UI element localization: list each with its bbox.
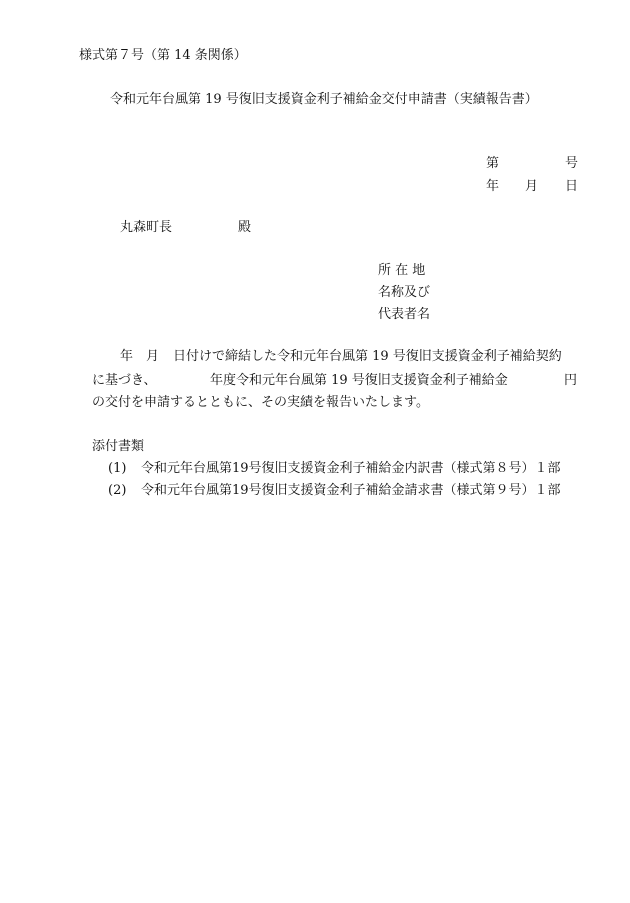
document-title: 令和元年台風第 19 号復旧支援資金利子補給金交付申請書（実績報告書） — [110, 92, 538, 107]
attachment-item-number: (2) — [108, 483, 127, 498]
date-year: 年 — [486, 179, 500, 194]
form-number: 様式第７号（第 14 条関係） — [79, 48, 247, 63]
applicant-rep-label: 代表者名 — [378, 307, 431, 322]
attachment-item-text: 令和元年台風第19号復旧支援資金利子補給金請求書（様式第９号）１部 — [141, 483, 561, 498]
body-month: 月 — [146, 349, 160, 364]
doc-no-suffix: 号 — [565, 156, 579, 171]
applicant-name-label: 名称及び — [378, 285, 431, 300]
date-day: 日 — [565, 179, 579, 194]
addressee-honorific: 殿 — [238, 220, 252, 235]
applicant-address-label: 所 在 地 — [378, 263, 426, 278]
doc-no-prefix: 第 — [486, 156, 500, 171]
body-year: 年 — [120, 349, 134, 364]
attachments-heading: 添付書類 — [92, 439, 145, 454]
addressee-name: 丸森町長 — [120, 220, 173, 235]
body-line2-prefix: に基づき、 — [92, 373, 157, 388]
body-line1-text: 日付けで締結した令和元年台風第 19 号復旧支援資金利子補給契約 — [173, 349, 562, 364]
body-line2-middle: 年度令和元年台風第 19 号復旧支援資金利子補給金 — [210, 373, 508, 388]
body-line2-suffix: 円 — [564, 373, 578, 388]
date-month: 月 — [525, 179, 539, 194]
attachment-item-text: 令和元年台風第19号復旧支援資金利子補給金内訳書（様式第８号）１部 — [141, 461, 561, 476]
body-line3: の交付を申請するとともに、その実績を報告いたします。 — [92, 395, 429, 410]
attachment-item-number: (1) — [108, 461, 127, 476]
